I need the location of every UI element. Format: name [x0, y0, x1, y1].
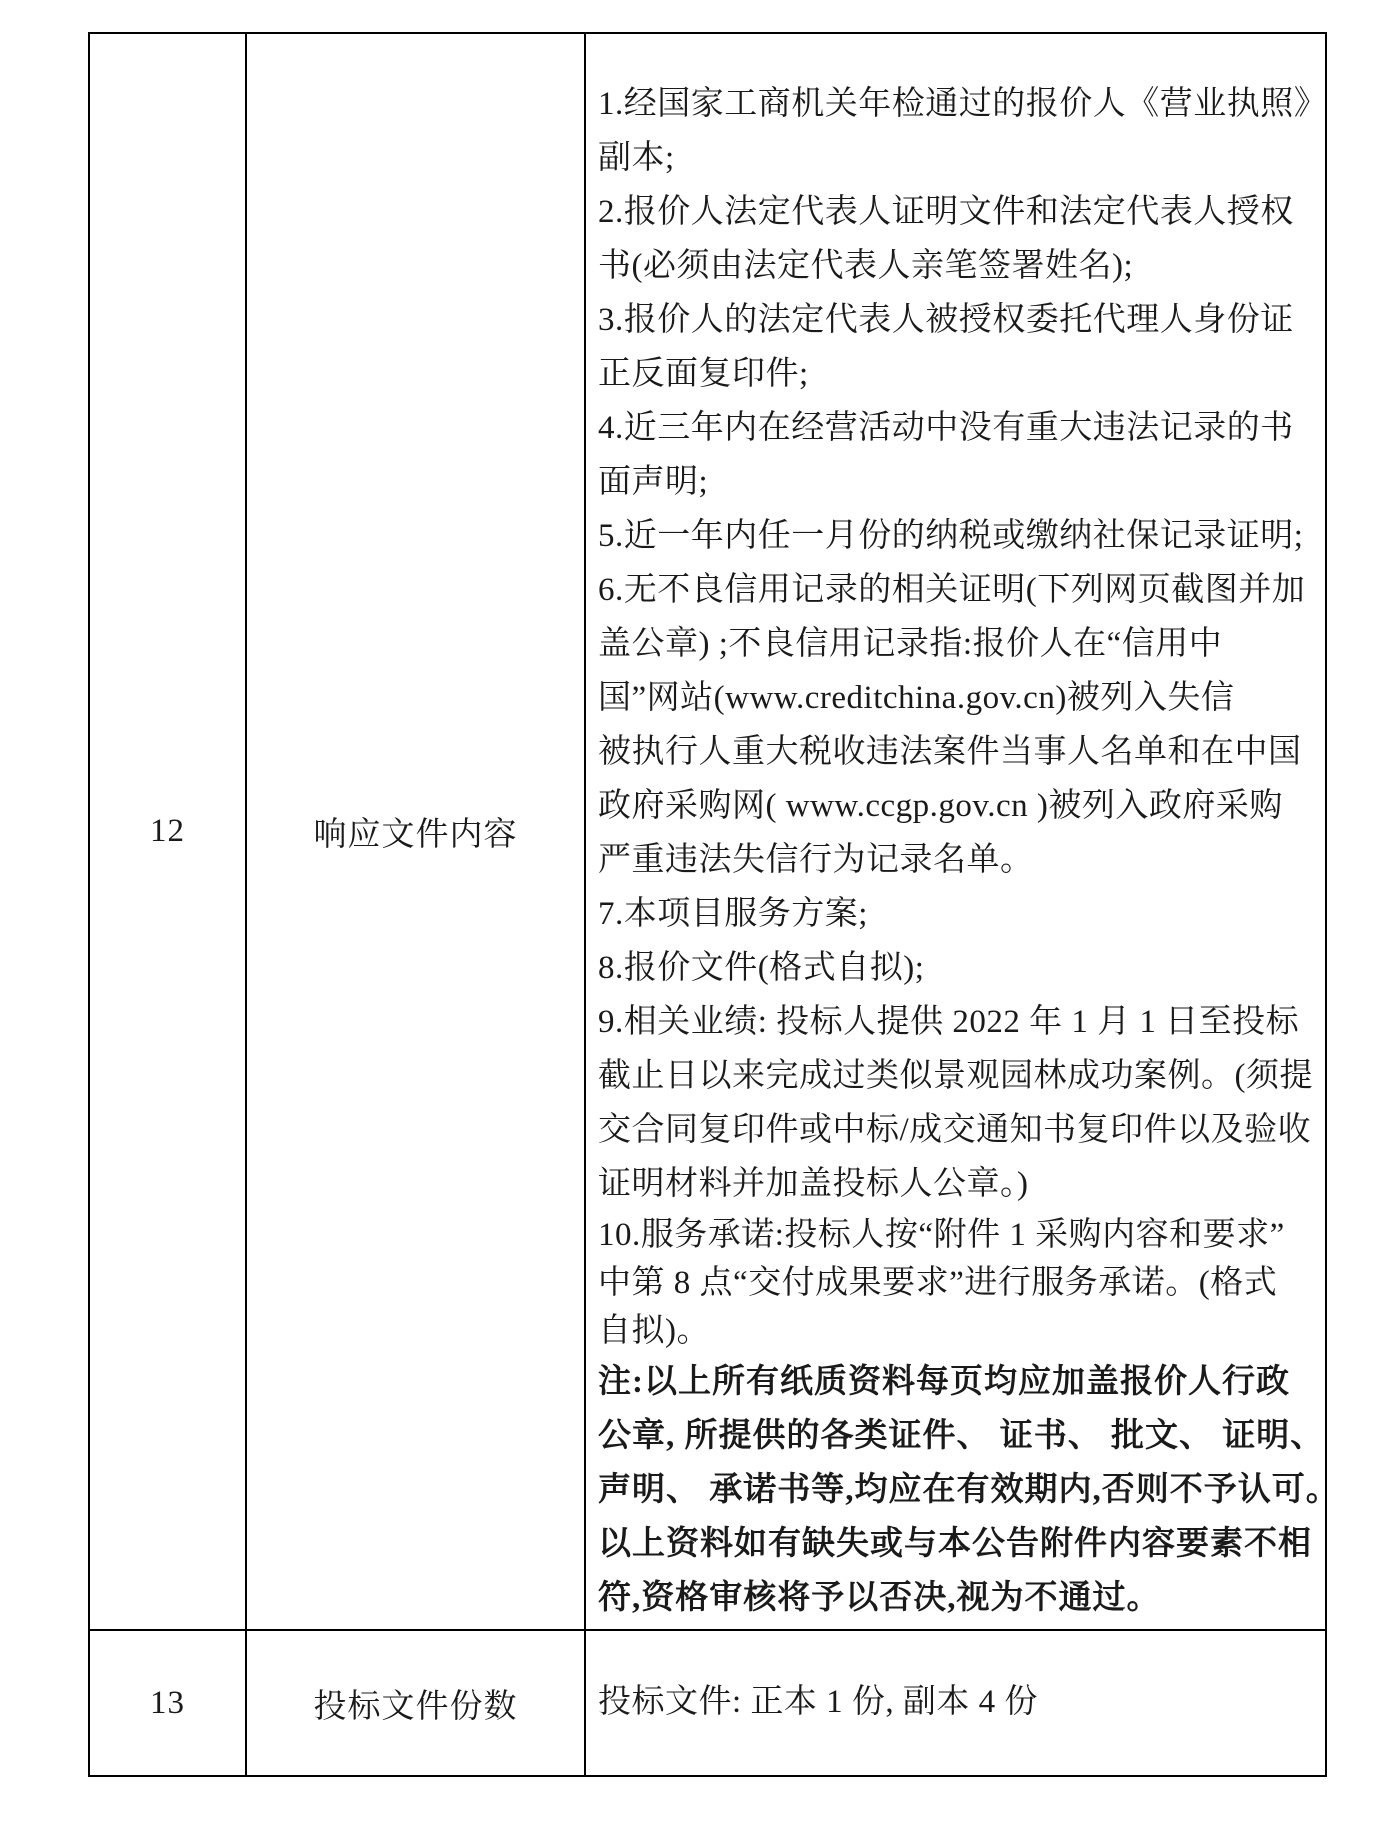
- content-line: 严重违法失信行为记录名单。: [598, 842, 1034, 878]
- row-13-content: [586, 1683, 1325, 1723]
- content-line: 副本;: [598, 140, 675, 176]
- content-line: 交合同复印件或中标/成交通知书复印件以及验收: [598, 1112, 1312, 1148]
- row-13-content-cell: [585, 1630, 1326, 1776]
- content-line: 3.报价人的法定代表人被授权委托代理人身份证: [598, 302, 1294, 338]
- row-13-label-cell: [246, 1630, 585, 1776]
- content-line: 自拟)。: [598, 1313, 710, 1349]
- content-line: 国”网站(www.creditchina.gov.cn)被列入失信: [598, 680, 1235, 716]
- content-line: 以上资料如有缺失或与本公告附件内容要素不相: [598, 1526, 1312, 1562]
- bid-requirements-table: [88, 32, 1340, 1777]
- content-line: 面声明;: [598, 464, 709, 500]
- content-line: 正反面复印件;: [598, 356, 809, 392]
- content-line: 注:以上所有纸质资料每页均应加盖报价人行政: [598, 1364, 1290, 1400]
- content-line: 2.报价人法定代表人证明文件和法定代表人授权: [598, 194, 1294, 230]
- row-12-content-cell: [585, 33, 1340, 1630]
- content-line: 盖公章) ;不良信用记录指:报价人在“信用中: [598, 626, 1223, 662]
- content-line: 公章, 所提供的各类证件、 证书、 批文、 证明、: [598, 1418, 1325, 1454]
- content-line: 投标文件: 正本 1 份, 副本 4 份: [598, 1684, 1038, 1721]
- table-row-13: [89, 1630, 1326, 1776]
- content-line: 截止日以来完成过类似景观园林成功案例。(须提: [598, 1058, 1313, 1094]
- row-12-content: [586, 34, 1340, 1625]
- content-line: 符,资格审核将予以否决,视为不通过。: [598, 1580, 1161, 1616]
- row-13-number: 13: [150, 1684, 185, 1721]
- content-line: 1.经国家工商机关年检通过的报价人《营业执照》: [598, 86, 1328, 122]
- content-line: 中第 8 点“交付成果要求”进行服务承诺。(格式: [598, 1265, 1278, 1301]
- row-12-label-cell: [246, 33, 585, 1630]
- content-line: 声明、 承诺书等,均应在有效期内,否则不予认可。: [598, 1472, 1340, 1508]
- content-line: 4.近三年内在经营活动中没有重大违法记录的书: [598, 410, 1294, 446]
- content-line: 被执行人重大税收违法案件当事人名单和在中国: [598, 734, 1302, 770]
- row-12-label: 响应文件内容: [313, 817, 518, 853]
- content-line: 政府采购网( www.ccgp.gov.cn )被列入政府采购: [598, 788, 1283, 824]
- table-row-12: [89, 33, 1326, 1630]
- row-13-label: 投标文件份数: [313, 1688, 518, 1725]
- content-line: 5.近一年内任一月份的纳税或缴纳社保记录证明;: [598, 518, 1304, 554]
- content-line: 证明材料并加盖投标人公章。): [598, 1166, 1029, 1202]
- row-12-number-cell: [89, 33, 246, 1630]
- content-line: 8.报价文件(格式自拟);: [598, 950, 925, 986]
- row-12-number: 12: [150, 813, 185, 849]
- content-line: 6.无不良信用记录的相关证明(下列网页截图并加: [598, 572, 1306, 608]
- content-line: 10.服务承诺:投标人按“附件 1 采购内容和要求”: [598, 1217, 1285, 1253]
- content-line: 书(必须由法定代表人亲笔签署姓名);: [598, 248, 1134, 284]
- content-line: 9.相关业绩: 投标人提供 2022 年 1 月 1 日至投标: [598, 1004, 1300, 1040]
- row-13-number-cell: [89, 1630, 246, 1776]
- content-line: 7.本项目服务方案;: [598, 896, 868, 932]
